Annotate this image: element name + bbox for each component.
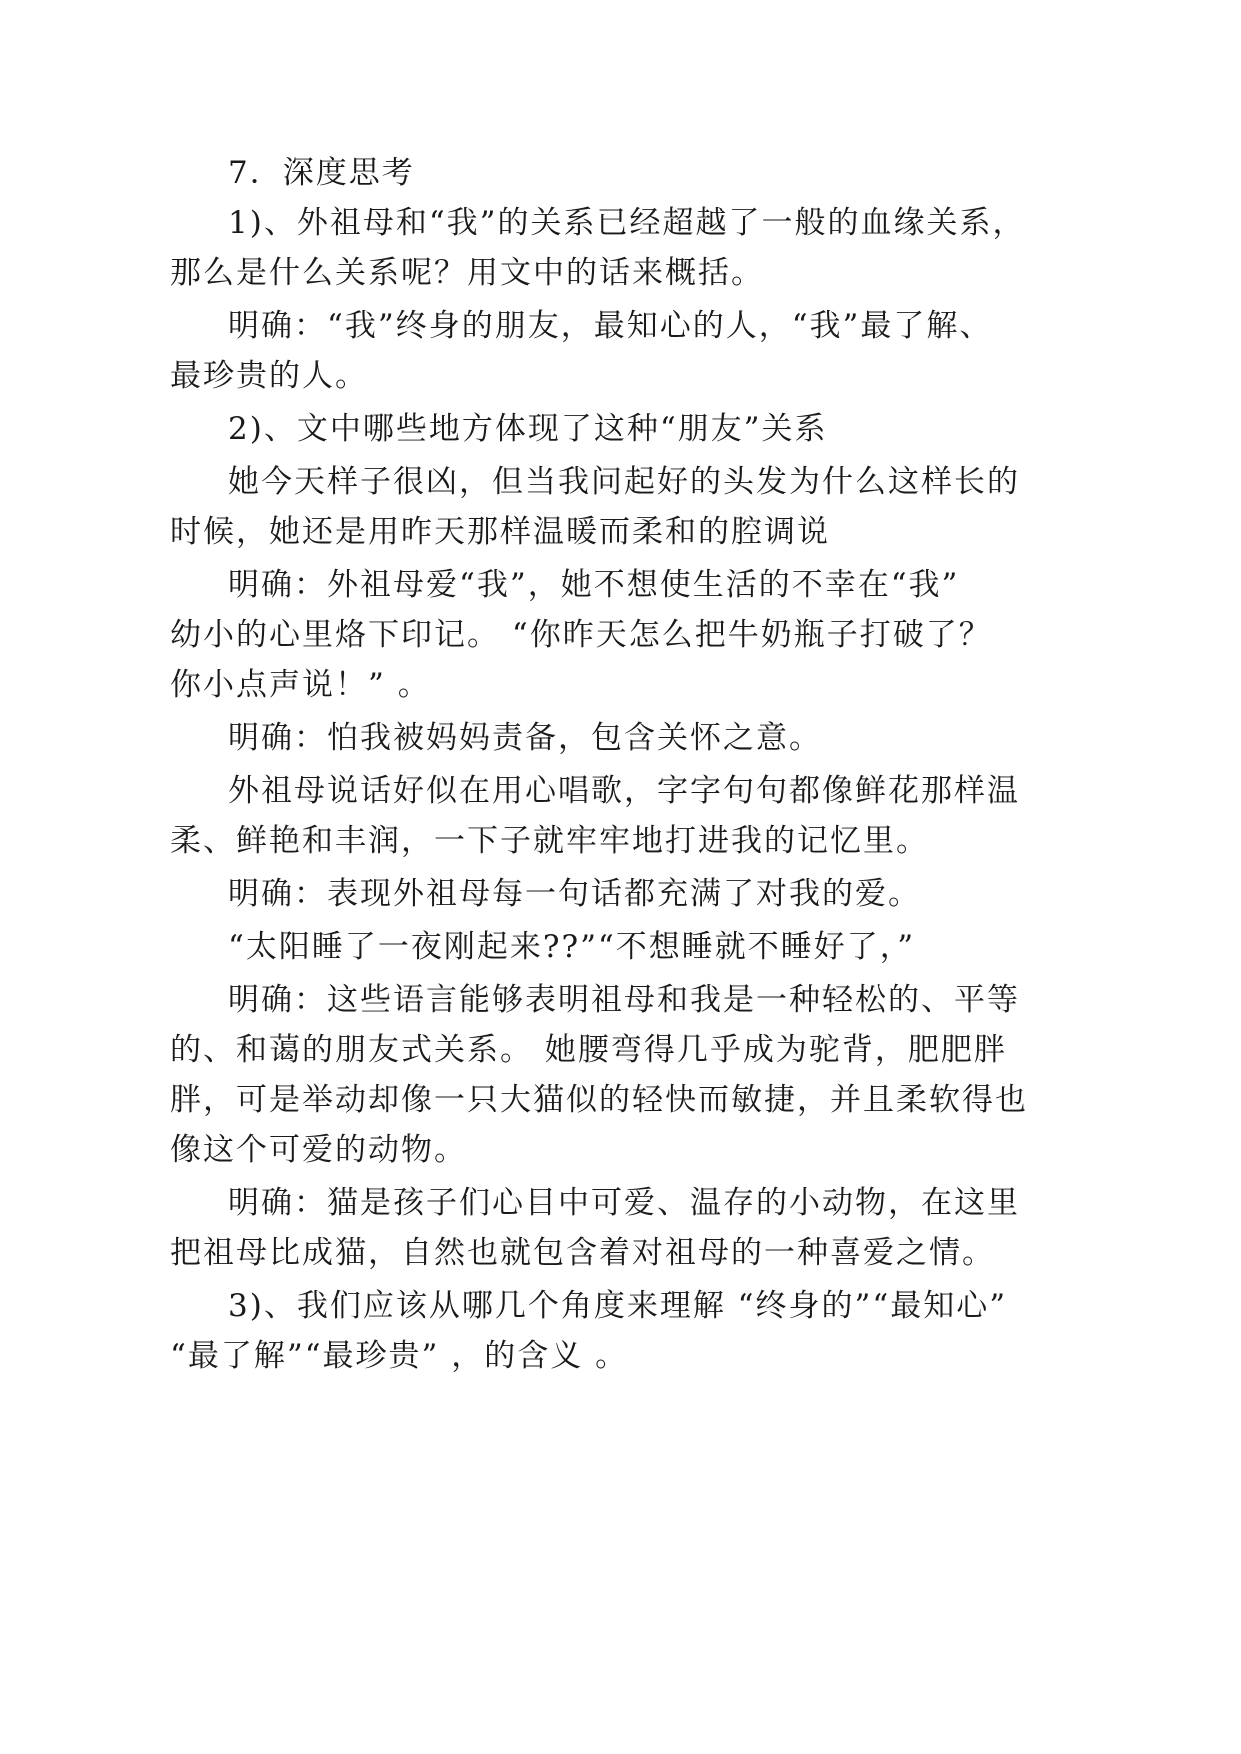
answer-2-line-2: 幼小的心里烙下印记。 “你昨天怎么把牛奶瓶子打破了？ [170, 617, 992, 653]
question-3-line-2: “最了解”“最珍贵” ，的含义 。 [170, 1338, 629, 1374]
answer-5-line-2: 的、和蔼的朋友式关系。 她腰弯得几乎成为驼背，肥肥胖 [170, 1032, 1007, 1068]
answer-5-line-4: 像这个可爱的动物。 [170, 1132, 467, 1168]
question-3-line-1: 3)、我们应该从哪几个角度来理解 “终身的”“最知心” [228, 1288, 1008, 1324]
question-2-line-1: 2)、文中哪些地方体现了这种“朋友”关系 [228, 411, 828, 447]
answer-1-line-1: 明确：“我”终身的朋友，最知心的人，“我”最了解、 [228, 308, 993, 344]
quote-3-line-1: “太阳睡了一夜刚起来??”“不想睡就不睡好了，” [228, 929, 916, 965]
answer-5-line-3: 胖，可是举动却像一只大猫似的轻快而敏捷，并且柔软得也 [170, 1082, 1028, 1118]
quote-1-line-2: 时候，她还是用昨天那样温暖而柔和的腔调说 [170, 514, 830, 550]
quote-2-line-2: 柔、鲜艳和丰润，一下子就牢牢地打进我的记忆里。 [170, 823, 929, 859]
answer-2-line-1: 明确：外祖母爱“我”，她不想使生活的不幸在“我” [228, 567, 960, 603]
answer-2-line-3: 你小点声说！” 。 [170, 667, 431, 703]
answer-4-line-1: 明确：表现外祖母每一句话都充满了对我的爱。 [228, 876, 921, 912]
answer-3-line-1: 明确：怕我被妈妈责备，包含关怀之意。 [228, 720, 822, 756]
section-heading: 7．深度思考 [228, 155, 415, 191]
quote-1-line-1: 她今天样子很凶，但当我问起好的头发为什么这样长的 [228, 464, 1020, 500]
question-1-line-2: 那么是什么关系呢？用文中的话来概括。 [170, 255, 764, 291]
answer-5-line-1: 明确：这些语言能够表明祖母和我是一种轻松的、平等 [228, 982, 1020, 1018]
answer-1-line-2: 最珍贵的人。 [170, 358, 368, 394]
quote-2-line-1: 外祖母说话好似在用心唱歌，字字句句都像鲜花那样温 [228, 773, 1020, 809]
answer-6-line-1: 明确：猫是孩子们心目中可爱、温存的小动物，在这里 [228, 1185, 1020, 1221]
question-1-line-1: 1)、外祖母和“我”的关系已经超越了一般的血缘关系， [228, 205, 1026, 241]
answer-6-line-2: 把祖母比成猫，自然也就包含着对祖母的一种喜爱之情。 [170, 1235, 995, 1271]
